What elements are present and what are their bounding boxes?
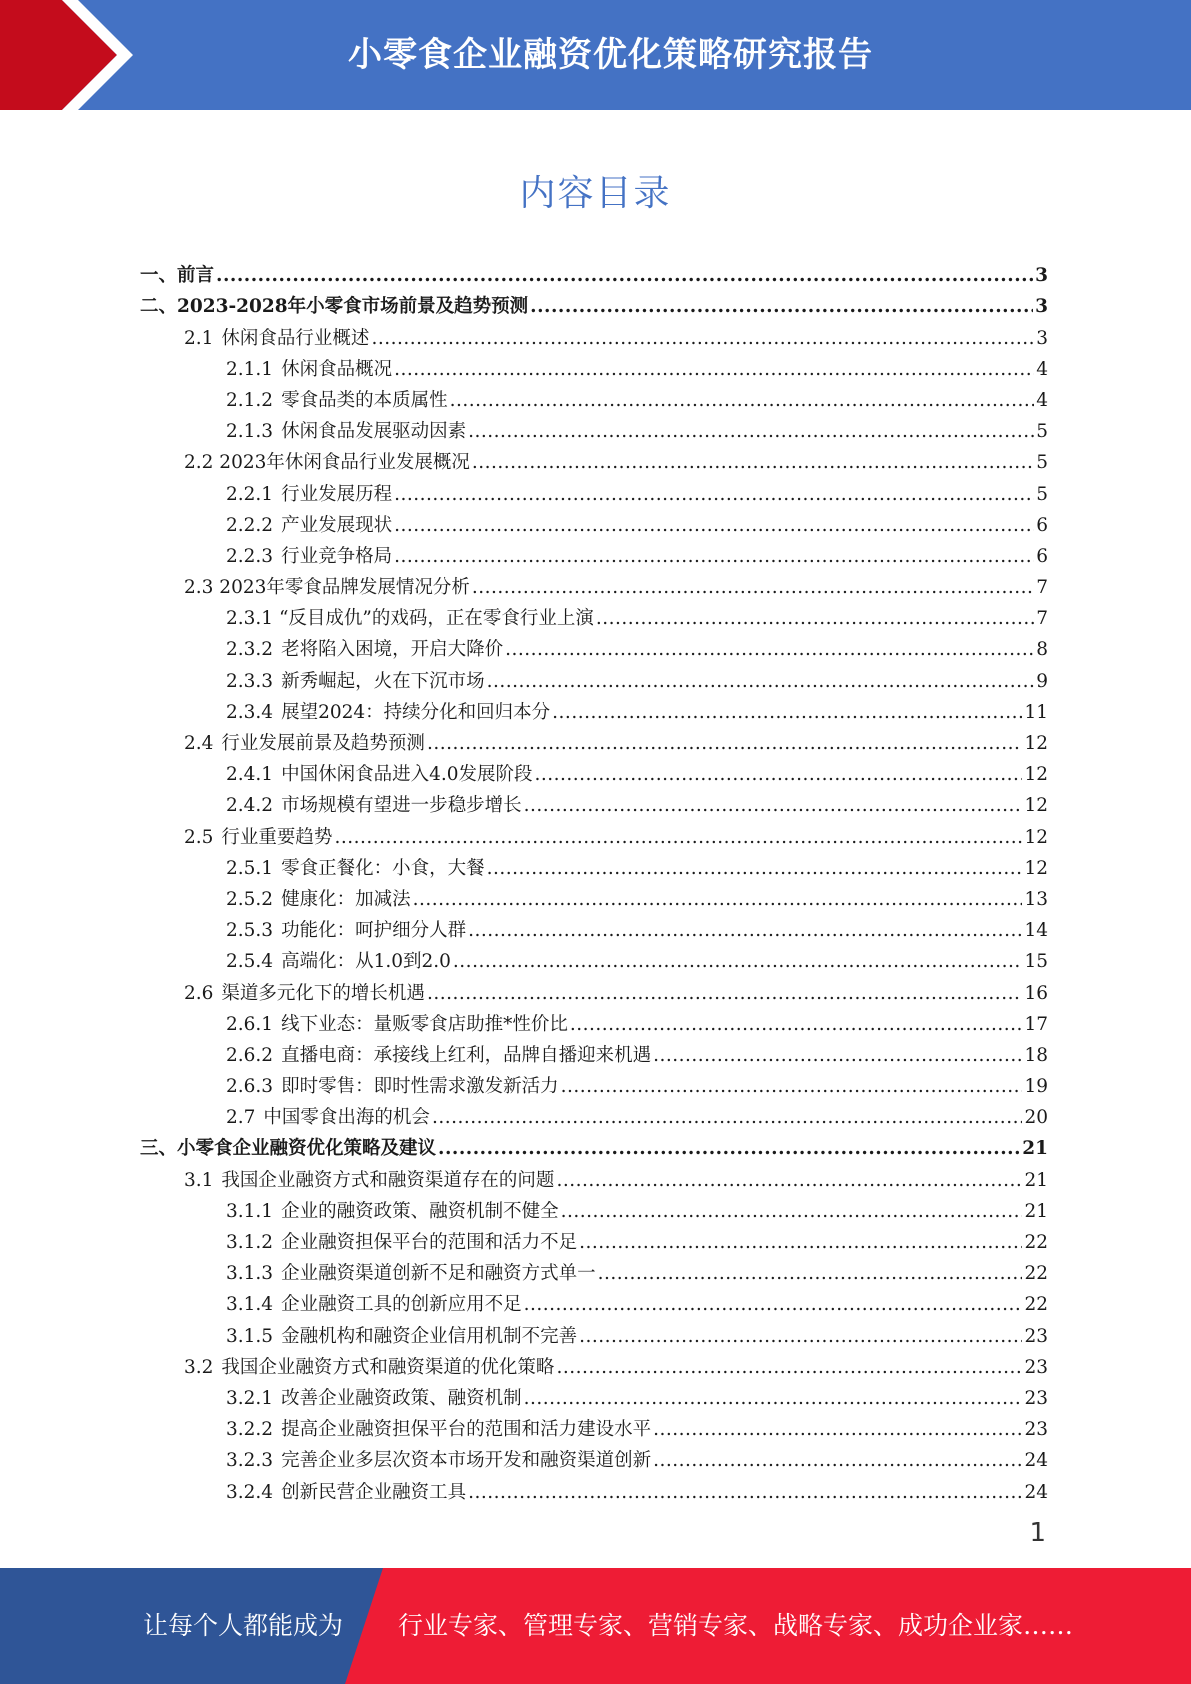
toc-entry-number: 3.2.3: [226, 1450, 274, 1472]
toc-entry-title: 即时零售：即时性需求激发新活力: [281, 1076, 559, 1098]
toc-entry-number: 2.4: [184, 733, 214, 754]
toc-entry-title: 提高企业融资担保平台的范围和活力建设水平: [281, 1419, 652, 1441]
toc-entry-number: 2.3.2: [226, 639, 274, 661]
toc-entry-number: 2.5.1: [226, 857, 274, 879]
toc-entry-page: 23: [1024, 1419, 1048, 1441]
toc-entry-number: 3.1.5: [226, 1325, 274, 1347]
toc-entry-number: 2.2.2: [226, 514, 274, 536]
toc-entry-page: 17: [1024, 1013, 1048, 1035]
toc-entry[interactable]: [140, 318, 1048, 349]
toc-dot-leader: [556, 1170, 1022, 1192]
toc-entry-title: 功能化：呵护细分人群: [281, 920, 467, 942]
toc-entry-title: 完善企业多层次资本市场开发和融资渠道创新: [281, 1450, 652, 1472]
toc-entry[interactable]: [140, 1410, 1048, 1441]
toc-entry[interactable]: [140, 568, 1048, 599]
toc-entry-number: 2.4.1: [226, 764, 274, 786]
toc-dot-leader: [653, 1450, 1022, 1472]
toc-entry-page: 7: [1036, 608, 1048, 630]
toc-entry-title: 休闲食品发展驱动因素: [281, 421, 467, 443]
table-of-contents: [140, 256, 1048, 1504]
toc-entry-title: 企业的融资政策、融资机制不健全: [281, 1200, 559, 1222]
toc-entry-title: 一、前言: [140, 265, 215, 287]
toc-entry-page: 5: [1036, 452, 1048, 474]
toc-dot-leader: [394, 546, 1034, 568]
toc-entry-page: 22: [1024, 1232, 1048, 1253]
toc-entry-number: 2.5.4: [226, 951, 274, 973]
toc-entry-title: 休闲食品行业概述: [221, 327, 370, 349]
toc-entry[interactable]: [140, 256, 1048, 287]
toc-entry-title: 企业融资担保平台的范围和活力不足: [281, 1232, 578, 1253]
toc-entry-number: 3.2.4: [226, 1481, 274, 1503]
toc-entry-title: 健康化：加减法: [281, 888, 411, 910]
toc-dot-leader: [334, 827, 1022, 849]
toc-entry-title: 产业发展现状: [281, 514, 393, 536]
toc-entry-page: 12: [1024, 764, 1048, 786]
toc-entry[interactable]: [140, 630, 1048, 661]
toc-entry-number: 3.1.4: [226, 1294, 274, 1316]
toc-dot-leader: [570, 1014, 1023, 1036]
toc-entry[interactable]: [140, 381, 1048, 412]
toc-entry-title: 高端化：从1.0到2.0: [281, 951, 451, 973]
toc-entry[interactable]: [140, 1348, 1048, 1379]
toc-dot-leader: [524, 1388, 1023, 1410]
toc-entry-title: 二、2023-2028年小零食市场前景及趋势预测: [140, 296, 529, 318]
toc-entry-page: 11: [1024, 701, 1048, 723]
toc-dot-leader: [468, 1482, 1022, 1504]
toc-entry-title: 企业融资渠道创新不足和融资方式单一: [281, 1263, 596, 1285]
toc-entry-page: 22: [1024, 1294, 1048, 1316]
toc-entry[interactable]: [140, 911, 1048, 942]
toc-entry-number: 3.2: [184, 1356, 214, 1378]
toc-entry[interactable]: [140, 443, 1048, 474]
toc-entry-number: 2.1.1: [226, 358, 274, 380]
toc-dot-leader: [552, 702, 1022, 724]
toc-entry-number: 2.6.1: [226, 1013, 274, 1035]
toc-dot-leader: [468, 421, 1034, 443]
toc-dot-leader: [394, 515, 1034, 537]
toc-entry-page: 13: [1024, 888, 1048, 910]
toc-entry-title: 2.3.1 “反目成仇”的戏码，正在零食行业上演: [226, 608, 594, 630]
toc-dot-leader: [427, 983, 1023, 1005]
toc-entry-page: 21: [1022, 1138, 1048, 1160]
toc-dot-leader: [598, 1263, 1023, 1285]
toc-entry-number: 2.4.2: [226, 795, 274, 817]
toc-dot-leader: [472, 577, 1034, 599]
toc-entry-page: 9: [1036, 670, 1048, 692]
toc-entry[interactable]: [140, 1098, 1048, 1129]
toc-entry-number: 2.6: [184, 982, 214, 1004]
toc-entry-title: 改善企业融资政策、融资机制: [281, 1387, 522, 1409]
toc-entry-title: 零食品类的本质属性: [281, 389, 448, 411]
toc-entry-title: 新秀崛起，火在下沉市场: [281, 670, 485, 692]
toc-entry-page: 23: [1024, 1356, 1048, 1378]
toc-entry-page: 12: [1024, 733, 1048, 754]
toc-entry-title: 我国企业融资方式和融资渠道的优化策略: [221, 1356, 555, 1378]
toc-entry-page: 16: [1024, 982, 1048, 1004]
toc-entry-page: 5: [1036, 483, 1048, 505]
toc-entry[interactable]: [140, 942, 1048, 973]
toc-entry-page: 22: [1024, 1263, 1048, 1285]
toc-title: 内容目录: [519, 173, 672, 214]
toc-entry-page: 3: [1035, 265, 1048, 287]
toc-dot-leader: [579, 1326, 1022, 1348]
toc-entry-title: 行业重要趋势: [221, 826, 333, 848]
toc-dot-leader: [535, 764, 1023, 786]
toc-entry-title: 2.3 2023年零食品牌发展情况分析: [184, 577, 470, 599]
toc-entry[interactable]: [140, 1129, 1048, 1160]
toc-entry[interactable]: [140, 973, 1048, 1004]
toc-entry-title: 企业融资工具的创新应用不足: [281, 1294, 522, 1316]
toc-entry[interactable]: [140, 661, 1048, 692]
toc-dot-leader: [453, 951, 1023, 973]
toc-entry-title: 创新民营企业融资工具: [281, 1481, 467, 1503]
toc-entry-number: 3.1.2: [226, 1232, 274, 1253]
toc-dot-leader: [524, 795, 1023, 817]
toc-entry-title: 行业发展历程: [281, 483, 393, 505]
toc-entry-title: 金融机构和融资企业信用机制不完善: [281, 1325, 578, 1347]
toc-entry-page: 18: [1024, 1044, 1048, 1066]
toc-entry-title: 中国零食出海的机会: [263, 1107, 430, 1129]
toc-dot-leader: [579, 1232, 1022, 1254]
toc-entry-title: 市场规模有望进一步稳步增长: [281, 795, 522, 817]
toc-dot-leader: [216, 265, 1033, 287]
toc-entry-page: 7: [1036, 577, 1048, 599]
toc-dot-leader: [468, 920, 1022, 942]
toc-entry[interactable]: [140, 1223, 1048, 1254]
toc-entry[interactable]: [140, 1005, 1048, 1036]
toc-entry-number: 2.1.2: [226, 389, 274, 411]
toc-entry-title: 休闲食品概况: [281, 358, 393, 380]
toc-entry[interactable]: [140, 1472, 1048, 1503]
toc-entry[interactable]: [140, 1160, 1048, 1191]
toc-entry-page: 24: [1024, 1450, 1048, 1472]
toc-entry-number: 3.1.3: [226, 1263, 274, 1285]
toc-entry-page: 21: [1024, 1200, 1048, 1222]
report-header: [0, 0, 1191, 110]
toc-entry-number: 2.3.4: [226, 701, 274, 723]
toc-entry-title: 中国休闲食品进入4.0发展阶段: [281, 764, 533, 786]
toc-dot-leader: [653, 1045, 1022, 1067]
toc-entry[interactable]: [140, 1285, 1048, 1316]
toc-dot-leader: [524, 1294, 1023, 1316]
toc-entry-page: 24: [1024, 1481, 1048, 1503]
toc-entry[interactable]: [140, 817, 1048, 848]
toc-entry-page: 4: [1036, 389, 1048, 411]
toc-entry-number: 2.5.3: [226, 920, 274, 942]
toc-dot-leader: [427, 733, 1023, 755]
toc-dot-leader: [487, 858, 1023, 880]
toc-entry-title: 展望2024：持续分化和回归本分: [281, 701, 551, 723]
toc-dot-leader: [561, 1076, 1023, 1098]
toc-entry-number: 3.1.1: [226, 1200, 274, 1222]
toc-entry[interactable]: [140, 350, 1048, 381]
toc-dot-leader: [432, 1107, 1023, 1129]
toc-entry-page: 4: [1036, 358, 1048, 380]
toc-entry-page: 8: [1036, 639, 1048, 661]
toc-entry-number: 3.2.2: [226, 1419, 274, 1441]
toc-dot-leader: [561, 1201, 1023, 1223]
toc-entry-title: 2.2 2023年休闲食品行业发展概况: [184, 452, 470, 474]
toc-dot-leader: [556, 1357, 1022, 1379]
toc-entry[interactable]: [140, 287, 1048, 318]
toc-entry[interactable]: [140, 599, 1048, 630]
toc-entry[interactable]: [140, 1254, 1048, 1285]
toc-entry[interactable]: [140, 1441, 1048, 1472]
report-footer: [0, 1568, 1191, 1684]
toc-entry-title: 行业竞争格局: [281, 545, 393, 567]
toc-dot-leader: [394, 484, 1034, 506]
toc-entry[interactable]: [140, 474, 1048, 505]
toc-entry-number: 3.2.1: [226, 1387, 274, 1409]
toc-entry[interactable]: [140, 693, 1048, 724]
toc-entry[interactable]: [140, 786, 1048, 817]
toc-dot-leader: [505, 639, 1034, 661]
toc-entry-number: 2.5.2: [226, 888, 274, 910]
toc-dot-leader: [371, 328, 1034, 350]
toc-entry-number: 3.1: [184, 1169, 214, 1191]
toc-entry[interactable]: [140, 506, 1048, 537]
toc-entry-page: 6: [1036, 514, 1048, 536]
toc-entry-page: 19: [1024, 1076, 1048, 1098]
toc-entry-page: 23: [1024, 1325, 1048, 1347]
toc-entry-title: 直播电商：承接线上红利，品牌自播迎来机遇: [281, 1044, 652, 1066]
toc-entry-page: 21: [1024, 1169, 1048, 1191]
toc-entry[interactable]: [140, 849, 1048, 880]
toc-entry[interactable]: [140, 1067, 1048, 1098]
toc-entry-page: 12: [1024, 795, 1048, 817]
toc-entry[interactable]: [140, 537, 1048, 568]
report-title: 小零食企业融资优化策略研究报告: [348, 35, 873, 75]
toc-dot-leader: [653, 1419, 1022, 1441]
toc-entry-number: 2.6.3: [226, 1076, 274, 1098]
toc-dot-leader: [487, 671, 1035, 693]
toc-entry[interactable]: [140, 1036, 1048, 1067]
toc-dot-leader: [438, 1138, 1020, 1160]
toc-entry-title: 线下业态：量贩零食店助推*性价比: [281, 1013, 568, 1035]
toc-entry[interactable]: [140, 1316, 1048, 1347]
toc-entry-page: 5: [1036, 421, 1048, 443]
toc-entry-title: 零食正餐化：小食，大餐: [281, 857, 485, 879]
toc-entry-number: 2.7: [226, 1107, 256, 1129]
footer-slogan: 让每个人都能成为: [143, 1611, 344, 1640]
toc-entry[interactable]: [140, 1379, 1048, 1410]
toc-entry-number: 2.6.2: [226, 1044, 274, 1066]
toc-entry-page: 3: [1035, 296, 1048, 318]
toc-entry[interactable]: [140, 412, 1048, 443]
toc-entry-number: 2.2.3: [226, 545, 274, 567]
toc-dot-leader: [472, 452, 1034, 474]
toc-entry-page: 12: [1024, 857, 1048, 879]
toc-entry-page: 12: [1024, 826, 1048, 848]
toc-dot-leader: [413, 889, 1023, 911]
toc-entry-title: 行业发展前景及趋势预测: [221, 733, 425, 754]
toc-entry-page: 3: [1036, 327, 1048, 349]
page-number: 1: [1029, 1518, 1046, 1548]
toc-dot-leader: [530, 296, 1033, 318]
toc-entry-title: 渠道多元化下的增长机遇: [221, 982, 425, 1004]
toc-entry-page: 20: [1024, 1107, 1048, 1129]
toc-entry[interactable]: [140, 755, 1048, 786]
toc-entry-number: 2.3.3: [226, 670, 274, 692]
toc-entry[interactable]: [140, 1192, 1048, 1223]
toc-entry-page: 6: [1036, 545, 1048, 567]
toc-entry[interactable]: [140, 880, 1048, 911]
toc-entry-title: 三、小零食企业融资优化策略及建议: [140, 1138, 437, 1160]
toc-entry-page: 14: [1024, 920, 1048, 942]
toc-entry-number: 2.1: [184, 327, 214, 349]
toc-entry-number: 2.5: [184, 826, 214, 848]
toc-entry[interactable]: [140, 724, 1048, 755]
toc-entry-number: 2.2.1: [226, 483, 274, 505]
footer-roles: 行业专家、管理专家、营销专家、战略专家、成功企业家……: [398, 1611, 1074, 1640]
toc-entry-title: 我国企业融资方式和融资渠道存在的问题: [221, 1169, 555, 1191]
toc-dot-leader: [450, 390, 1035, 412]
toc-dot-leader: [596, 608, 1034, 630]
toc-dot-leader: [394, 359, 1034, 381]
toc-entry-page: 15: [1024, 951, 1048, 973]
toc-entry-title: 老将陷入困境，开启大降价: [281, 639, 504, 661]
toc-entry-number: 2.1.3: [226, 421, 274, 443]
toc-entry-page: 23: [1024, 1387, 1048, 1409]
